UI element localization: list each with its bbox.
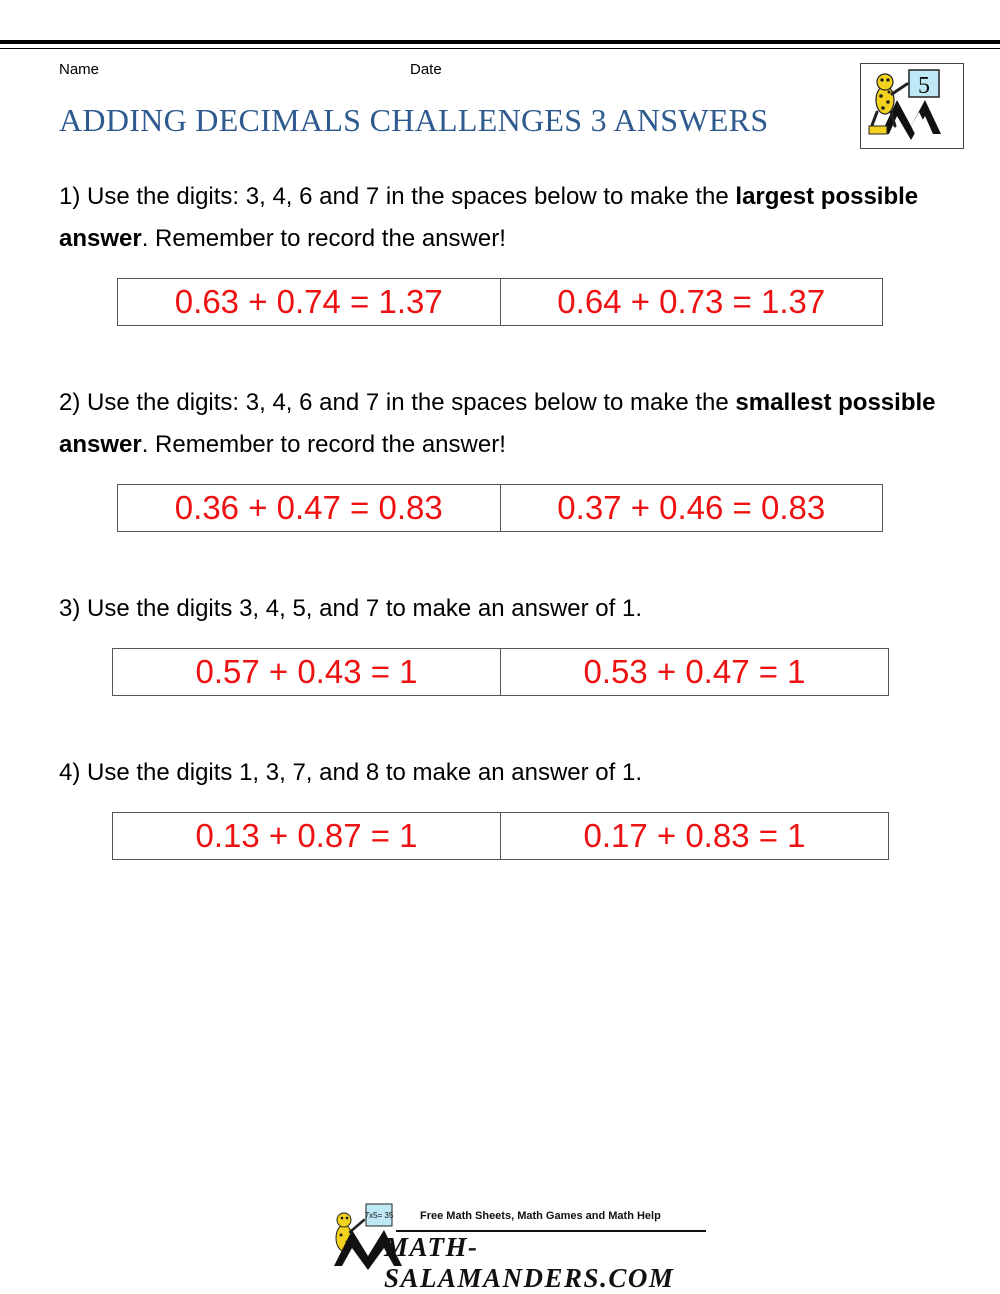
top-rule-thin [0,48,1000,49]
footer-brand: MATH-SALAMANDERS.COM [384,1232,675,1293]
answer-cell: 0.37 + 0.46 = 0.83 [500,485,883,531]
answer-cell: 0.53 + 0.47 = 1 [500,649,888,695]
top-rule [0,40,1000,44]
question-emphasis: smallest possible answer [59,389,936,458]
footer-tagline: Free Math Sheets, Math Games and Math Help [420,1210,661,1222]
question-2 [59,382,939,466]
date-label: Date [410,61,442,78]
question-text: Use the digits 1, 3, 7, and 8 to make an answer of 1. [80,759,642,786]
answer-cell: 0.17 + 0.83 = 1 [500,813,888,859]
answer-box-2 [117,484,883,532]
answer-box-4 [112,812,889,860]
question-emphasis: largest possible answer [59,183,919,252]
question-text-end: . Remember to record the answer! [141,225,506,252]
answer-cell: 0.36 + 0.47 = 0.83 [174,489,443,526]
page-title: ADDING DECIMALS CHALLENGES 3 ANSWERS [59,102,769,138]
salamander-grade-logo-icon [860,63,964,149]
question-number: 3) [59,595,81,622]
answer-cell: 0.64 + 0.73 = 1.37 [500,279,883,325]
question-number: 1) [59,183,81,210]
answer-box-3 [112,648,889,696]
question-3 [59,588,939,630]
question-text: Use the digits 3, 4, 5, and 7 to make an answer of 1. [80,595,642,622]
question-text: Use the digits: 3, 4, 6 and 7 in the spaces below to make the [80,389,736,416]
name-label: Name [59,61,100,78]
logo-grade-number: 5 [918,73,930,99]
question-1 [59,176,939,260]
footer-badge-text: 7x5= 35 [364,1211,394,1220]
answer-cell: 0.57 + 0.43 = 1 [195,653,418,690]
question-number: 4) [59,759,81,786]
question-number: 2) [59,389,81,416]
answer-box-1 [117,278,883,326]
question-4 [59,752,939,794]
answer-cell: 0.13 + 0.87 = 1 [195,817,418,854]
question-text: Use the digits: 3, 4, 6 and 7 in the spaces below to make the [80,183,736,210]
question-text-end: . Remember to record the answer! [141,431,506,458]
footer-logo [326,1202,710,1293]
answer-cell: 0.63 + 0.74 = 1.37 [174,283,443,320]
